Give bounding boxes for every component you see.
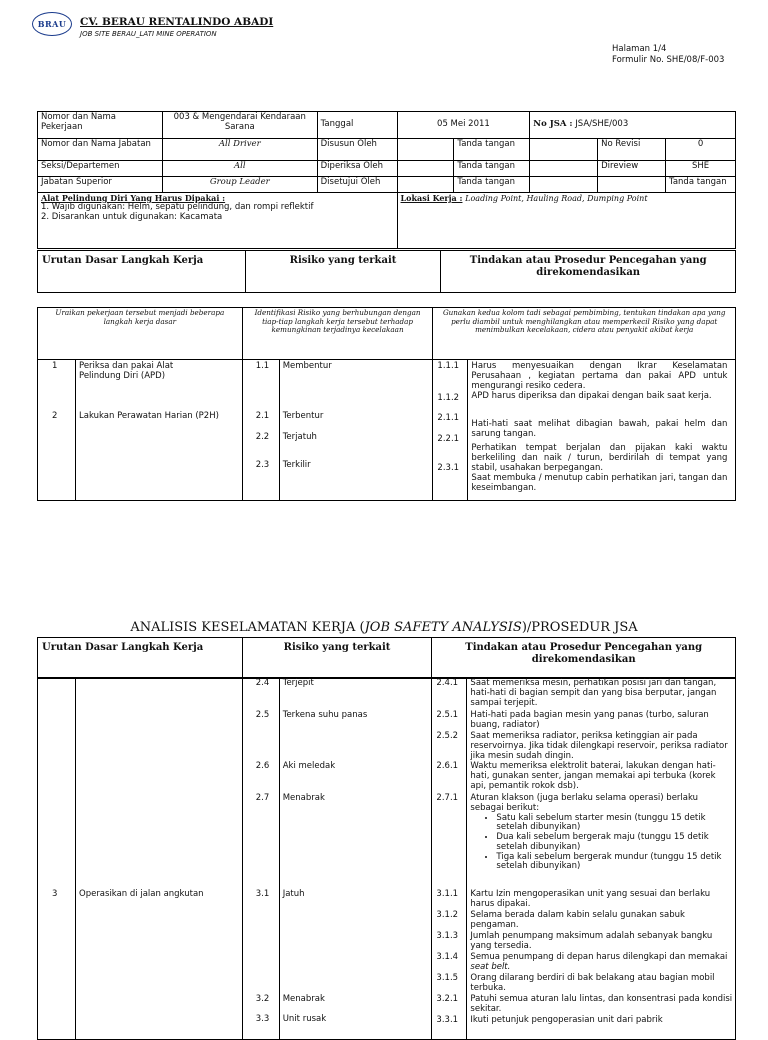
value-no-jsa: JSA/SHE/003 [575,119,629,130]
cell-tanda-tangan-3 [530,177,598,193]
cell-diperiksa-nama [397,161,454,177]
jsa-table-page1 [37,307,736,501]
value-direview: SHE [666,161,736,177]
action-2-7-1-num: 2.7.1 [436,793,459,803]
action-2-6-1-text: Waktu memeriksa elektrolit baterai, lakukan dengan hati-hati, gunakan senter, jangan memakai api terbuka (korek api, pemantik rokok dsb). [470,761,716,791]
action-1-1-2-text: APD harus diperiksa dan dipakai dengan baik saat kerja. [471,391,712,401]
risk-2-2-num: 2.2 [255,432,270,442]
label-tanggal: Tanggal [317,112,397,139]
action-3-2-1-num: 3.2.1 [436,994,459,1004]
action-3-1-4-num: 3.1.4 [436,952,459,962]
label-diperiksa: Diperiksa Oleh [317,161,397,177]
company-name: CV. BERAU RENTALINDO ABADI [80,16,274,28]
value-no-revisi: 0 [666,139,736,161]
label-no-jsa: No JSA : [533,119,573,130]
risk-2-7-text: Menabrak [282,793,325,803]
action-3-1-4-text: Semua penumpang di depan harus dilengkapi dan memakai seat belt. [470,952,728,972]
list-item: • Dua kali sebelum bergerak maju (tunggu 15 detik setelah dibunyikan) [496,833,732,853]
risk-divider-2 [279,679,280,1039]
step-1-text: Periksa dan pakai Alat Pelindung Diri (APD) [79,361,174,381]
actions-cell [433,360,736,501]
cell-tanda-tangan-2 [530,161,598,177]
risk-2-3-num: 2.3 [255,460,270,470]
action-2-5-1-text: Hati-hati pada bagian mesin yang panas (turbo, saluran buang, radiator) [470,710,709,730]
step-3-text: Operasikan di jalan angkutan [79,889,204,899]
value-lokasi: Loading Point, Hauling Road, Dumping Point [465,194,648,203]
action-1-1-1-num: 1.1.1 [437,361,460,371]
action-2-5-2-text: Saat memeriksa radiator, periksa ketinggian air pada reservoirnya. Jika tidak dilengkapi reservoir, periksa radiator jika mesin sudah dingin. [470,731,728,761]
risk-3-3-num: 3.3 [255,1014,270,1024]
col-urutan: Urutan Dasar Langkah Kerja [38,251,246,293]
label-nomor-pekerjaan: Nomor dan Nama Pekerjaan [38,112,163,139]
risk-2-1-num: 2.1 [255,411,270,421]
col-risiko: Risiko yang terkait [245,251,441,293]
risk-2-1-text: Terbentur [282,411,324,421]
risk-2-7-num: 2.7 [255,793,270,803]
label-seksi: Seksi/Departemen [38,161,163,177]
action-3-3-1-text: Ikuti petunjuk pengoperasian unit dari pabrik [470,1015,663,1025]
label-nomor-jabatan: Nomor dan Nama Jabatan [38,139,163,161]
step-1-num: 1 [52,361,58,371]
col-urutan-2: Urutan Dasar Langkah Kerja [38,638,243,678]
actions-cell-2 [432,679,736,1040]
col-tindakan-2: Tindakan atau Prosedur Pencegahan yang direkomendasikan [432,638,736,678]
apd-title: Alat Pelindung Diri Yang Harus Dipakai : [41,193,226,203]
page-title: ANALISIS KESELAMATAN KERJA (JOB SAFETY ANALYSIS)/PROSEDUR JSA [130,620,638,635]
risk-3-1-num: 3.1 [255,889,270,899]
action-1-1-1-text: Harus menyesuaikan dengan Ikrar Keselamatan Perusahaan , kegiatan pertama dan pakai APD untuk mengurangi resiko cedera. [471,361,728,391]
action-2-6-1-num: 2.6.1 [436,761,459,771]
label-lokasi: Lokasi Kerja : [400,193,463,203]
label-tanda-tangan-2: Tanda tangan [454,161,530,177]
action-3-1-3-num: 3.1.3 [436,931,459,941]
col-risiko-2: Risiko yang terkait [242,638,432,678]
cell-disetujui-nama [397,177,454,193]
action-2-5-2-num: 2.5.2 [436,731,459,741]
action-3-1-5-text: Orang dilarang berdiri di bak belakang atau bagian mobil terbuka. [470,973,715,993]
label-direview: Direview [598,161,666,177]
column-header-table-2 [37,637,736,678]
risks-cell-2 [242,679,432,1040]
desc-tindakan: Gunakan kedua kolom tadi sebagai pembimbing, tentukan tindakan apa yang perlu diambil untuk menghilangkan atau memperkecil Risiko yang dapat menimbulkan kecelakaan, cidera atau penyakit akibat kerja [433,308,736,360]
risk-2-4-text: Terjepit [282,678,314,688]
label-tanda-tangan-4: Tanda tangan [666,177,736,193]
action-3-1-2-text: Selama berada dalam kabin selalu gunakan sabuk pengaman. [470,910,685,930]
desc-urutan: Uraikan pekerjaan tersebut menjadi beberapa langkah kerja dasar [38,308,243,360]
steps-cell [38,360,243,501]
risk-2-6-num: 2.6 [255,761,270,771]
steps-cell-2 [38,679,243,1040]
action-2-7-1-intro: Aturan klakson (juga berlaku selama operasi) berlaku sebagai berikut: [470,793,699,813]
action-2-7-1-text [470,794,732,872]
step-divider-2 [75,679,76,1039]
col-tindakan: Tindakan atau Prosedur Pencegahan yang direkomendasikan [441,251,736,293]
action-3-2-1-text: Patuhi semua aturan lalu lintas, dan konsentrasi pada kondisi sekitar. [470,994,733,1014]
value-nomor-pekerjaan: 003 & Mengendarai Kendaraan Sarana [162,112,317,139]
action-1-1-2-num: 1.1.2 [437,393,460,403]
risk-2-6-text: Aki meledak [282,761,336,771]
form-number: Formulir No. SHE/08/F-003 [612,55,725,65]
step-divider [75,360,76,500]
action-2-1-1-text: Hati-hati saat melihat dibagian bawah, pakai helm dan sarung tangan. [471,419,728,439]
action-2-4-1-text: Saat memeriksa mesin, perhatikan posisi jari dan tangan, hati-hati di bagian sempit dan yang bisa berputar, jangan sampai terjepit. [470,678,717,708]
risk-1-1-text: Membentur [282,361,332,371]
value-nomor-jabatan: All Driver [162,139,317,161]
label-tanda-tangan-1: Tanda tangan [454,139,530,161]
action-3-1-2-num: 3.1.2 [436,910,459,920]
action-2-4-1-num: 2.4.1 [436,678,459,688]
risk-divider [279,360,280,500]
label-disetujui: Disetujui Oleh [317,177,397,193]
action-3-3-1-num: 3.3.1 [436,1015,459,1025]
cell-tanda-tangan-1 [530,139,598,161]
no-jsa [530,112,736,139]
action-3-1-3-text: Jumlah penumpang maksimum adalah sebanyak bangku yang tersedia. [470,931,713,951]
label-jabatan-superior: Jabatan Superior [38,177,163,193]
page-number: Halaman 1/4 [612,44,667,54]
value-seksi: All [162,161,317,177]
label-no-revisi: No Revisi [598,139,666,161]
apd-item-2: 2. Disarankan untuk digunakan: Kacamata [41,211,223,222]
cell-blank-right [598,177,666,193]
action-2-2-1-text: Perhatikan tempat berjalan dan pijakan kaki waktu berkeliling dan naik / turun, berdirilah di tempat yang stabil, usahakan berpegangan. [471,443,728,473]
list-item: • Tiga kali sebelum bergerak mundur (tunggu 15 detik setelah dibunyikan) [496,853,732,873]
risk-2-5-text: Terkena suhu panas [282,710,368,720]
step-2-num: 2 [52,411,58,421]
action-divider-2 [466,679,467,1039]
jsa-table-page2 [37,678,736,1040]
label-tanda-tangan-3: Tanda tangan [454,177,530,193]
step-2-text: Lakukan Perawatan Harian (P2H) [79,411,219,421]
action-2-3-1-num: 2.3.1 [437,463,460,473]
risk-3-2-text: Menabrak [282,994,325,1004]
risk-2-3-text: Terkilir [282,460,311,470]
lokasi-section [397,193,735,249]
action-2-5-1-num: 2.5.1 [436,710,459,720]
risk-2-2-text: Terjatuh [282,432,317,442]
risk-2-4-num: 2.4 [255,678,270,688]
risk-3-1-text: Jatuh [282,889,305,899]
cell-disusun-nama [397,139,454,161]
action-3-1-5-num: 3.1.5 [436,973,459,983]
risk-2-5-num: 2.5 [255,710,270,720]
apd-item-1: 1. Wajib digunakan: Helm, sepatu pelindung, dan rompi reflektif [41,202,314,213]
step-3-num: 3 [52,889,58,899]
action-divider [467,360,468,500]
action-2-2-1-num: 2.2.1 [437,434,460,444]
action-3-1-1-num: 3.1.1 [436,889,459,899]
action-2-1-1-num: 2.1.1 [437,413,460,423]
apd-section [38,193,398,249]
desc-risiko: Identifikasi Risiko yang berhubungan dengan tiap-tiap langkah kerja tersebut terhadap kemungkinan terjadinya kecelakaan [242,308,433,360]
action-3-1-1-text: Kartu Izin mengoperasikan unit yang sesuai dan berlaku harus dipakai. [470,889,711,909]
risks-cell [242,360,433,501]
list-item: • Satu kali sebelum starter mesin (tunggu 15 detik setelah dibunyikan) [496,814,732,834]
job-site: JOB SITE BERAU_LATI MINE OPERATION [80,30,217,38]
company-logo: BRAU [32,12,72,36]
risk-3-2-num: 3.2 [255,994,270,1004]
column-header-table [37,250,736,293]
label-disusun: Disusun Oleh [317,139,397,161]
info-table [37,111,736,249]
risk-3-3-text: Unit rusak [282,1014,327,1024]
risk-1-1-num: 1.1 [255,361,270,371]
klakson-bullet-list [470,814,732,873]
value-tanggal: 05 Mei 2011 [397,112,530,139]
action-2-3-1-text: Saat membuka / menutup cabin perhatikan jari, tangan dan keseimbangan. [471,473,728,493]
value-jabatan-superior: Group Leader [162,177,317,193]
